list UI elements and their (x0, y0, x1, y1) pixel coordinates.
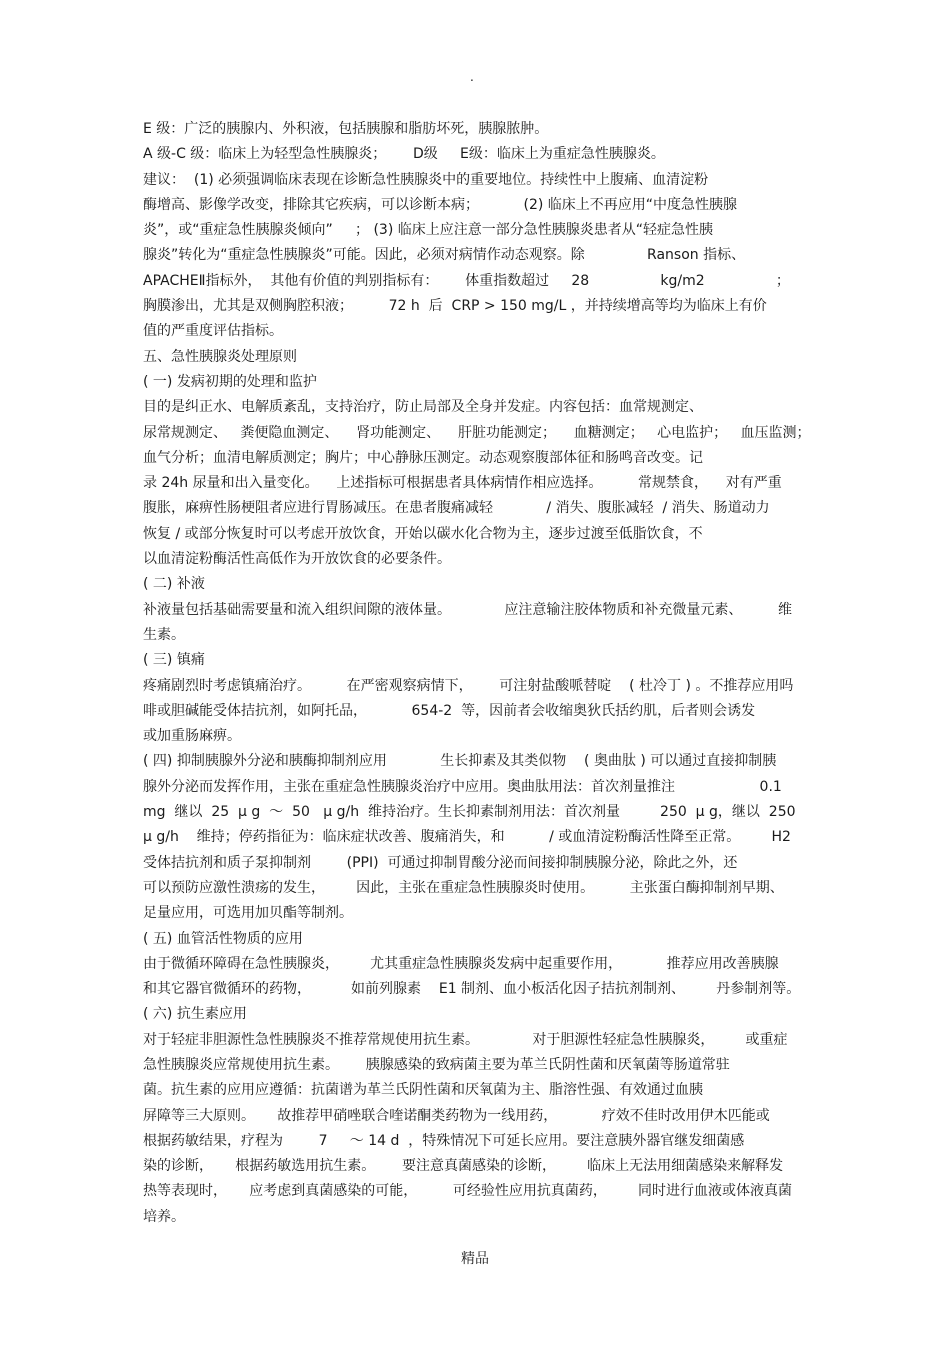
text-line: 屏障等三大原则。 故推荐甲硝唑联合喹诺酮类药物为一线用药， 疗效不佳时改用伊木匹能或 (143, 1107, 770, 1124)
text-line: 五、急性胰腺炎处理原则 (143, 348, 297, 365)
text-line: ( 一) 发病初期的处理和监护 (143, 373, 317, 390)
text-line: 胸膜渗出，尤其是双侧胸腔积液； 72 h 后 CRP > 150 mg/L ，并持续增高等均为临床上有价 (143, 298, 767, 315)
text-line: 急性胰腺炎应常规使用抗生素。 胰腺感染的致病菌主要为革兰氏阴性菌和厌氧菌等肠道常驻 (143, 1056, 730, 1073)
text-line: 目的是纠正水、电解质紊乱，支持治疗，防止局部及全身并发症。内容包括：血常规测定、 (143, 399, 703, 416)
text-line: 培养。 (143, 1208, 185, 1225)
text-line: 对于轻症非胆源性急性胰腺炎不推荐常规使用抗生素。 对于胆源性轻症急性胰腺炎， 或重症 (143, 1031, 788, 1048)
text-line: 录 24h 尿量和出入量变化。 上述指标可根据患者具体病情作相应选择。 常规禁食， 对有严重 (143, 475, 782, 492)
text-line: 啡或胆碱能受体拮抗剂，如阿托品， 654-2 等，因前者会收缩奥狄氏括约肌，后者则会诱发 (143, 702, 756, 719)
text-line: A 级-C 级：临床上为轻型急性胰腺炎； D级 E级：临床上为重症急性胰腺炎。 (143, 146, 665, 163)
document-body (143, 117, 833, 1230)
text-line: 热等表现时， 应考虑到真菌感染的可能， 可经验性应用抗真菌药， 同时进行血液或体液真菌 (143, 1183, 793, 1200)
text-line: 尿常规测定、 粪便隐血测定、 肾功能测定、 肝脏功能测定； 血糖测定； 心电监护； 血压监测； (143, 424, 811, 441)
page-footer: 精品 (461, 1251, 489, 1267)
text-line: APACHEⅡ指标外， 其他有价值的判别指标有： 体重指数超过 28 kg/m2 ； (143, 272, 790, 289)
text-line: 菌。抗生素的应用应遵循：抗菌谱为革兰氏阴性菌和厌氧菌为主、脂溶性强、有效通过血胰 (143, 1082, 703, 1099)
text-line: 腺外分泌而发挥作用，主张在重症急性胰腺炎治疗中应用。奥曲肽用法：首次剂量推注 0.1 (143, 778, 782, 795)
text-line: 根据药敏结果，疗程为 7 ～ 14 d ，特殊情况下可延长应用。要注意胰外器官继发细菌感 (143, 1132, 745, 1149)
text-line: ( 五) 血管活性物质的应用 (143, 930, 303, 947)
text-line: 疼痛剧烈时考虑镇痛治疗。 在严密观察病情下， 可注射盐酸哌替啶 ( 杜冷丁 ) 。不推荐应用吗 (143, 677, 794, 694)
text-line: 可以预防应激性溃疡的发生， 因此，主张在重症急性胰腺炎时使用。 主张蛋白酶抑制剂早期、 (143, 879, 784, 896)
text-line: 染的诊断， 根据药敏选用抗生素。 要注意真菌感染的诊断， 临床上无法用细菌感染来解释发 (143, 1158, 784, 1175)
text-line: mg 继以 25 μ g ～ 50 μ g/h 维持治疗。生长抑素制剂用法：首次剂量 250 μ g，继以 250 (143, 804, 796, 821)
text-line: 值的严重度评估指标。 (143, 323, 283, 340)
text-line: 炎”，或“重症急性胰腺炎倾向” ； (3) 临床上应注意一部分急性胰腺炎患者从“轻症急性胰 (143, 222, 713, 239)
text-line: 足量应用，可选用加贝酯等制剂。 (143, 905, 353, 922)
text-line: 建议： (1) 必须强调临床表现在诊断急性胰腺炎中的重要地位。持续性中上腹痛、血清淀粉 (143, 171, 709, 188)
text-line: 补液量包括基础需要量和流入组织间隙的液体量。 应注意输注胶体物质和补充微量元素、 维 (143, 601, 793, 618)
text-line: 恢复 / 或部分恢复时可以考虑开放饮食，开始以碳水化合物为主，逐步过渡至低脂饮食，不 (143, 525, 703, 542)
text-line: 酶增高、影像学改变，排除其它疾病，可以诊断本病； (2) 临床上不再应用“中度急性胰腺 (143, 196, 738, 213)
text-line: 以血清淀粉酶活性高低作为开放饮食的必要条件。 (143, 551, 451, 568)
text-line: 受体拮抗剂和质子泵抑制剂 (PPI) 可通过抑制胃酸分泌而间接抑制胰腺分泌，除此之外，还 (143, 854, 738, 871)
text-line: E 级：广泛的胰腺内、外积液，包括胰腺和脂肪坏死，胰腺脓肿。 (143, 121, 549, 137)
text-line: μ g/h 维持；停药指征为：临床症状改善、腹痛消失，和 / 或血清淀粉酶活性降至正常。 H2 (143, 829, 791, 846)
text-line: ( 四) 抑制胰腺外分泌和胰酶抑制剂应用 生长抑素及其类似物 ( 奥曲肽 ) 可以通过直接抑制胰 (143, 753, 777, 770)
text-line: 腹胀，麻痹性肠梗阻者应进行胃肠减压。在患者腹痛减轻 / 消失、腹胀减轻 / 消失、肠道动力 (143, 500, 770, 517)
text-line: ( 六) 抗生素应用 (143, 1006, 247, 1023)
page-top-mark: . (470, 70, 474, 84)
text-line: ( 三) 镇痛 (143, 652, 205, 669)
text-line: 腺炎”转化为“重症急性胰腺炎”可能。因此，必须对病情作动态观察。除 Ranson 指标、 (143, 247, 746, 264)
text-line: 和其它器官微循环的药物， 如前列腺素 E1 制剂、血小板活化因子拮抗剂制剂、 丹参制剂等。 (143, 981, 801, 998)
text-line: ( 二) 补液 (143, 576, 205, 593)
text-line: 血气分析；血清电解质测定；胸片；中心静脉压测定。动态观察腹部体征和肠鸣音改变。记 (143, 449, 703, 466)
text-line: 由于微循环障碍在急性胰腺炎， 尤其重症急性胰腺炎发病中起重要作用， 推荐应用改善胰腺 (143, 955, 779, 972)
text-line: 生素。 (143, 626, 185, 643)
text-line: 或加重肠麻痹。 (143, 728, 241, 745)
